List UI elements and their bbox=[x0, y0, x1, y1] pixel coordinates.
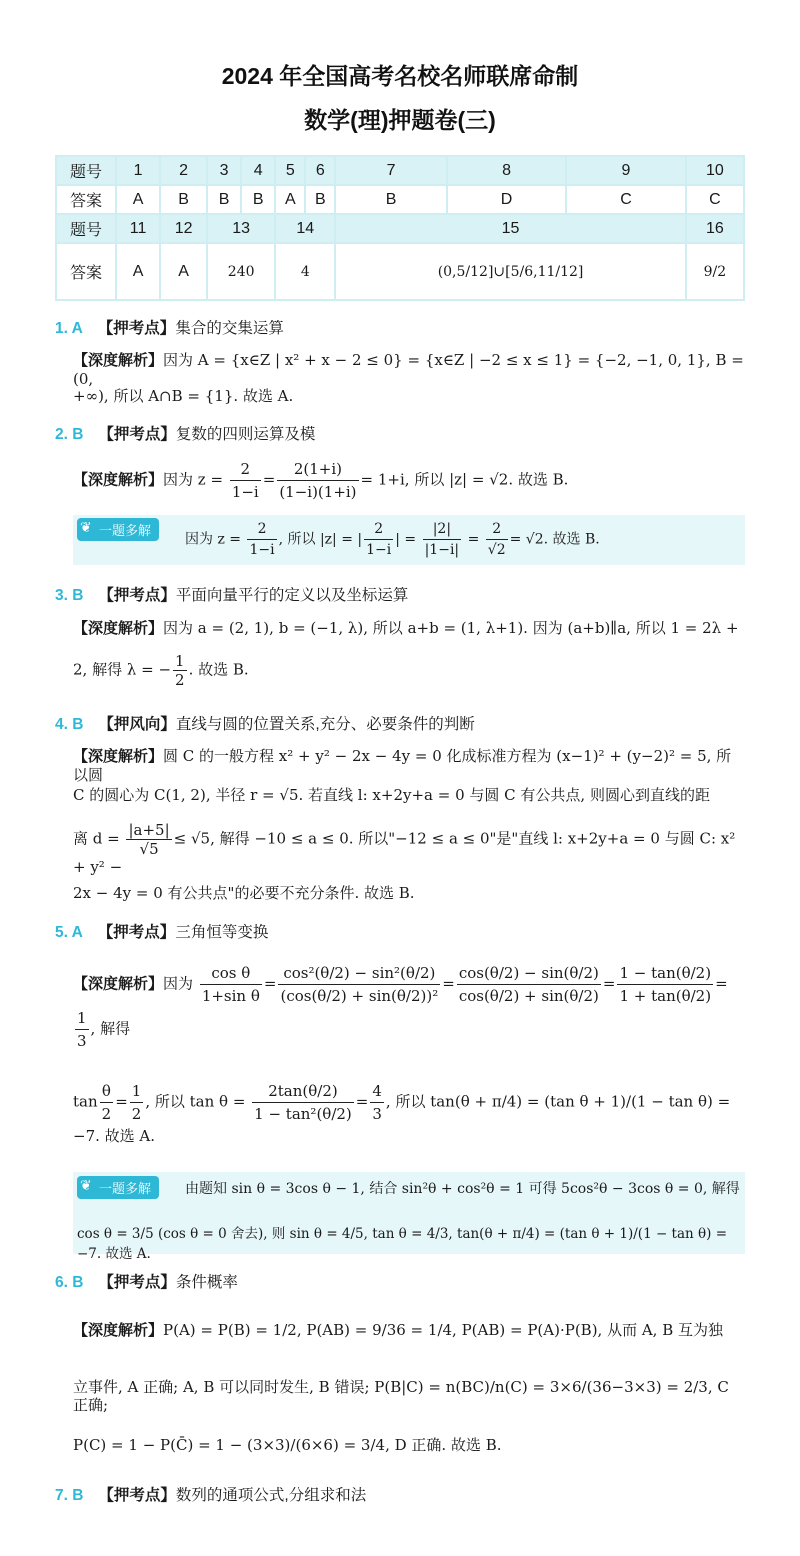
analysis-label: 【深度解析】 bbox=[73, 975, 164, 993]
answer: 4 bbox=[275, 243, 335, 300]
q6-analysis-line1 bbox=[73, 1321, 745, 1340]
analysis-text: 因为 bbox=[163, 974, 194, 993]
tag: 【押考点】 bbox=[98, 1487, 176, 1504]
label-question-no: 题号 bbox=[56, 214, 116, 243]
fraction: $\frac{1}{2}$ bbox=[175, 652, 185, 689]
question-number: 5. A bbox=[55, 924, 83, 941]
table-row bbox=[56, 214, 744, 243]
fraction: $\frac{2}{1-i}$ bbox=[366, 521, 392, 558]
analysis-text: ≤ √5, 解得 −10 ≤ a ≤ 0. 所以"−12 ≤ a ≤ 0"是"直线 l: x+2y+a = 0 与圆 C: x² + y² − bbox=[73, 829, 736, 876]
q6-analysis-line2: 立事件, A 正确; A, B 可以同时发生, B 错误; P(B|C) = n(BC)/n(C) = 3×6/(36−3×3) = 2/3, C 正确; bbox=[73, 1378, 729, 1414]
topic: 三角恒等变换 bbox=[175, 924, 269, 941]
answer: D bbox=[447, 185, 566, 214]
topic: 复数的四则运算及模 bbox=[175, 426, 316, 443]
question-3-header bbox=[55, 583, 408, 605]
question-5-header bbox=[55, 920, 268, 942]
qnum: 3 bbox=[207, 156, 241, 185]
answer: 240 bbox=[207, 243, 275, 300]
tag: 【押考点】 bbox=[98, 1274, 176, 1291]
exam-subtitle: 数学(理)押题卷(三) bbox=[304, 107, 496, 133]
q4-analysis-line2: C 的圆心为 C(1, 2), 半径 r = √5. 若直线 l: x+2y+a = 0 与圆 C 有公共点, 则圆心到直线的距 bbox=[73, 786, 710, 804]
q5-analysis-line1: 【深度解析】因为 $\frac{\text{cos θ}}{\text{1+sin θ}}$ = $\frac{\text{cos²(θ/2) − sin²(θ/2)}}{\text{(cos(θ/2) + sin(θ/2))²}}$ = $\frac{\cos(\theta/2) - \sin(\theta/2)}{\cos(\theta/2) + \sin(\theta/2)}$ = $\frac{1 - \tan(\theta/2)}{1 + \tan(\theta/2)}$ = $\frac{1}{3}$ , 解得 bbox=[73, 964, 728, 1050]
answer: 9/2 bbox=[686, 243, 744, 300]
q6-analysis-line3: P(C) = 1 − P(C̄) = 1 − (3×3)/(6×6) = 3/4, D 正确. 故选 B. bbox=[73, 1436, 502, 1454]
analysis-text: 因为 A = {x∈Z | x² + x − 2 ≤ 0} = {x∈Z | −2 ≤ x ≤ 1} = {−2, −1, 0, 1}, B = (0, bbox=[73, 351, 744, 388]
fraction: $\frac{2\tan(\theta/2)}{\text{1 − tan²(θ/2)}}$ bbox=[254, 1082, 352, 1123]
q2-analysis: 【深度解析】因为 z = $\frac{2}{1-i}$ = $\frac{2(1+i)}{(1-i)(1+i)}$ = 1+i, 所以 |z| = √2. 故选 B. bbox=[73, 460, 569, 501]
topic: 直线与圆的位置关系,充分、必要条件的判断 bbox=[175, 716, 475, 733]
analysis-text: 2, 解得 λ = − bbox=[73, 660, 172, 679]
alt-solution-badge bbox=[77, 1176, 159, 1199]
analysis-label: 【深度解析】 bbox=[73, 1322, 164, 1339]
answer: C bbox=[686, 185, 744, 214]
fraction: $\frac{\text{cos θ}}{\text{1+sin θ}}$ bbox=[201, 964, 260, 1005]
label-answer: 答案 bbox=[56, 185, 116, 214]
fraction: $\frac{4}{3}$ bbox=[372, 1082, 382, 1123]
analysis-label: 【深度解析】 bbox=[73, 352, 164, 369]
fraction: $\frac{2(1+i)}{(1-i)(1+i)}$ bbox=[279, 460, 357, 501]
question-number: 6. B bbox=[55, 1274, 84, 1291]
qnum: 12 bbox=[160, 214, 207, 243]
alt-solution-box bbox=[73, 515, 745, 565]
alt-solution-text: 因为 z = $\frac{2}{1-i}$ , 所以 |z| = | $\frac{2}{1-i}$ | = $\frac{|2|}{|1-i|}$ = $\frac{2}{√2}$ = √2. 故选 B. bbox=[185, 521, 600, 558]
fraction: $\frac{2}{1-i}$ bbox=[249, 521, 275, 558]
analysis-text: 因为 z = bbox=[163, 470, 224, 489]
fraction: $\frac{1 - \tan(\theta/2)}{1 + \tan(\theta/2)}$ bbox=[619, 964, 712, 1005]
analysis-text: P(A) = P(B) = 1/2, P(AB) = 9/36 = 1/4, P(AB) = P(A)·P(B), 从而 A, B 互为独 bbox=[163, 1321, 724, 1339]
fraction: $\frac{\cos(\theta/2) - \sin(\theta/2)}{\cos(\theta/2) + \sin(\theta/2)}$ bbox=[458, 964, 599, 1005]
alt-solution-line1: 由题知 sin θ = 3cos θ − 1, 结合 sin²θ + cos²θ = 1 可得 5cos²θ − 3cos θ = 0, 解得 bbox=[185, 1181, 740, 1197]
alt-solution-box bbox=[73, 1172, 745, 1262]
question-number: 3. B bbox=[55, 587, 84, 604]
analysis-text: , 解得 bbox=[90, 1019, 131, 1038]
answer: (0,5/12]∪[5/6,11/12] bbox=[335, 243, 685, 300]
analysis-text: = 1+i, 所以 |z| = √2. 故选 B. bbox=[360, 470, 569, 489]
answer: A bbox=[275, 185, 305, 214]
answer-table bbox=[55, 155, 745, 301]
analysis-label: 【深度解析】 bbox=[73, 748, 164, 765]
badge-text: 一题多解 bbox=[99, 1181, 152, 1196]
tag: 【押考点】 bbox=[97, 924, 176, 941]
qnum: 6 bbox=[305, 156, 335, 185]
topic: 条件概率 bbox=[175, 1274, 238, 1291]
analysis-text: 因为 a = (2, 1), b = (−1, λ), 所以 a+b = (1, λ+1). 因为 (a+b)∥a, 所以 1 = 2λ + bbox=[163, 619, 739, 637]
q3-analysis-line1 bbox=[73, 619, 745, 638]
question-1-header bbox=[55, 316, 284, 338]
answer: A bbox=[116, 185, 160, 214]
analysis-label: 【深度解析】 bbox=[73, 471, 164, 489]
tag: 【押考点】 bbox=[98, 587, 176, 604]
question-2-header bbox=[55, 422, 315, 444]
question-7-header bbox=[55, 1483, 366, 1505]
topic: 平面向量平行的定义以及坐标运算 bbox=[175, 587, 409, 604]
fraction: $\frac{|2|}{|1-i|}$ bbox=[424, 521, 460, 558]
q1-analysis-line2: +∞), 所以 A∩B = {1}. 故选 A. bbox=[73, 387, 294, 405]
analysis-text: 圆 C 的一般方程 x² + y² − 2x − 4y = 0 化成标准方程为 (x−1)² + (y−2)² = 5, 所以圆 bbox=[73, 747, 732, 784]
fraction: $\frac{\text{cos²(θ/2) − sin²(θ/2)}}{\text{(cos(θ/2) + sin(θ/2))²}}$ bbox=[280, 964, 439, 1005]
fraction: $\frac{|a+5|}{√5}$ bbox=[128, 821, 170, 858]
qnum: 7 bbox=[335, 156, 447, 185]
q4-analysis-line3: 离 d = $\frac{|a+5|}{√5}$ ≤ √5, 解得 −10 ≤ a ≤ 0. 所以"−12 ≤ a ≤ 0"是"直线 l: x+2y+a = 0 与圆 C: x² + y² − bbox=[73, 821, 736, 876]
qnum: 14 bbox=[275, 214, 335, 243]
qnum: 10 bbox=[686, 156, 744, 185]
answer: B bbox=[241, 185, 275, 214]
q5-analysis-line2: tan $\frac{\theta}{2}$ = $\frac{1}{2}$ , 所以 tan θ = $\frac{2\tan(\theta/2)}{\text{1 − tan²(θ/2)}}$ = $\frac{4}{3}$ , 所以 tan(θ + π/4) = (tan θ + 1)/(1 − tan θ) = −7. 故选 A. bbox=[73, 1082, 731, 1145]
q1-analysis-line1 bbox=[73, 351, 745, 388]
topic: 数列的通项公式,分组求和法 bbox=[175, 1487, 367, 1504]
qnum: 9 bbox=[566, 156, 685, 185]
table-row bbox=[56, 243, 744, 300]
tag: 【押风向】 bbox=[98, 716, 176, 733]
question-number: 1. A bbox=[55, 320, 83, 337]
analysis-text: = √2. 故选 B. bbox=[509, 531, 600, 548]
question-4-header bbox=[55, 712, 475, 734]
answer: B bbox=[335, 185, 447, 214]
fraction: $\frac{1}{3}$ bbox=[77, 1009, 87, 1050]
exam-title: 2024 年全国高考名校名师联席命制 bbox=[221, 63, 579, 89]
fraction: $\frac{2}{√2}$ bbox=[487, 521, 506, 558]
qnum: 16 bbox=[686, 214, 744, 243]
answer: A bbox=[116, 243, 160, 300]
tag: 【押考点】 bbox=[98, 426, 176, 443]
answer: C bbox=[566, 185, 685, 214]
alt-solution-badge bbox=[77, 518, 159, 541]
topic: 集合的交集运算 bbox=[175, 320, 284, 337]
label-answer: 答案 bbox=[56, 243, 116, 300]
q3-analysis-line2 bbox=[73, 652, 745, 689]
qnum: 1 bbox=[116, 156, 160, 185]
table-row bbox=[56, 185, 744, 214]
question-number: 4. B bbox=[55, 716, 84, 733]
answer: B bbox=[160, 185, 207, 214]
table-row bbox=[56, 156, 744, 185]
alt-solution-line2: cos θ = 3/5 (cos θ = 0 舍去), 则 sin θ = 4/5, tan θ = 4/3, tan(θ + π/4) = (tan θ + 1)/(1 − tan θ) = −7. 故选 A. bbox=[77, 1226, 728, 1262]
q4-analysis-line1 bbox=[73, 747, 745, 784]
analysis-text: 因为 z = bbox=[185, 531, 242, 548]
qnum: 2 bbox=[160, 156, 207, 185]
question-number: 7. B bbox=[55, 1487, 84, 1504]
q4-analysis-line4: 2x − 4y = 0 有公共点"的必要不充分条件. 故选 B. bbox=[73, 884, 415, 902]
answer: A bbox=[160, 243, 207, 300]
leaf-icon: ❦ bbox=[80, 519, 92, 535]
leaf-icon: ❦ bbox=[80, 1177, 92, 1193]
fraction: $\frac{1}{2}$ bbox=[131, 1082, 142, 1123]
qnum: 11 bbox=[116, 214, 160, 243]
fraction: $\frac{2}{1-i}$ bbox=[231, 460, 259, 501]
badge-text: 一题多解 bbox=[99, 523, 152, 538]
analysis-text: , 所以 tan(θ + π/4) = (tan θ + 1)/(1 − tan θ) = −7. 故选 A. bbox=[73, 1092, 731, 1145]
answer: B bbox=[207, 185, 241, 214]
analysis-text: . 故选 B. bbox=[188, 660, 249, 679]
qnum: 4 bbox=[241, 156, 275, 185]
tag: 【押考点】 bbox=[97, 320, 176, 337]
qnum: 5 bbox=[275, 156, 305, 185]
label-question-no: 题号 bbox=[56, 156, 116, 185]
qnum: 15 bbox=[335, 214, 685, 243]
qnum: 8 bbox=[447, 156, 566, 185]
question-6-header bbox=[55, 1270, 238, 1292]
answer: B bbox=[305, 185, 335, 214]
qnum: 13 bbox=[207, 214, 275, 243]
question-number: 2. B bbox=[55, 426, 84, 443]
analysis-label: 【深度解析】 bbox=[73, 620, 164, 637]
fraction: $\frac{\theta}{2}$ bbox=[101, 1082, 112, 1123]
